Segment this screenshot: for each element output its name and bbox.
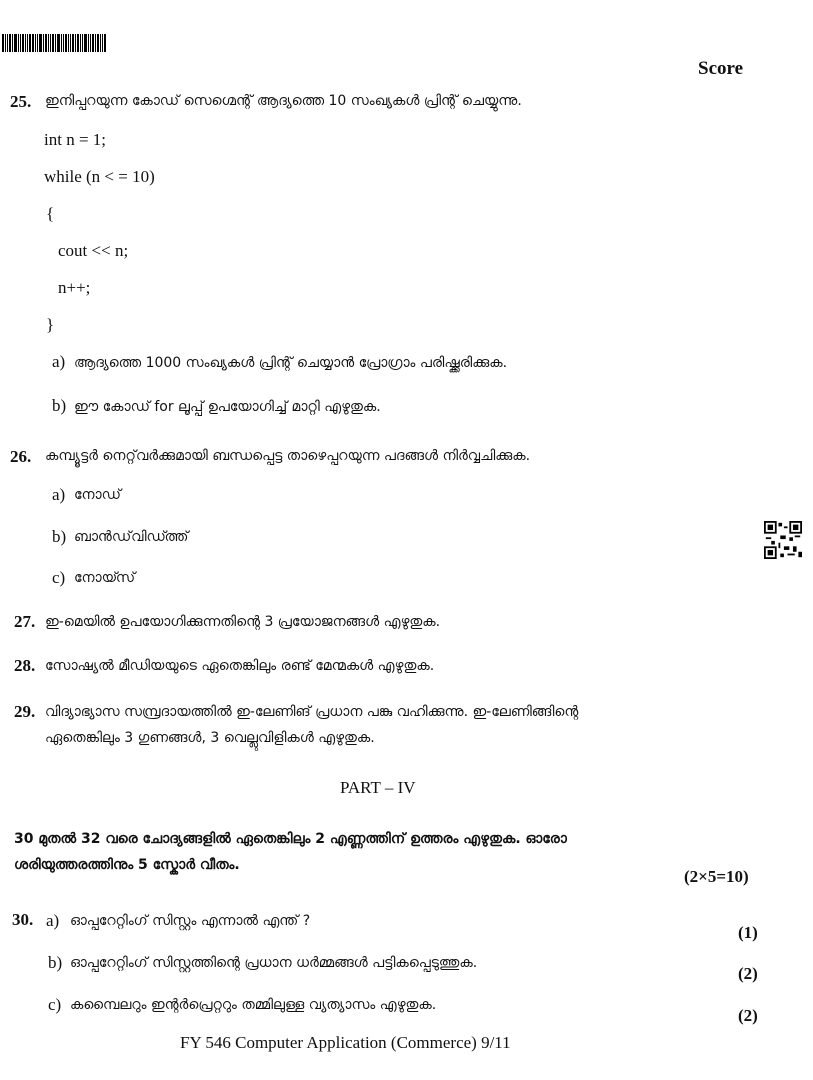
barcode-icon <box>2 34 120 52</box>
option-text-30b: ഓപ്പറേറ്റിംഗ് സിസ്റ്റത്തിന്റെ പ്രധാന ധർമ്മങ്ങൾ പട്ടികപ്പെടുത്തുക. <box>70 955 478 971</box>
option-text-26a: നോഡ് <box>74 487 121 503</box>
barcode-stripe <box>70 34 71 52</box>
question-25-text: ഇനിപ്പറയുന്ന കോഡ് സെഗ്മെന്റ് ആദ്യത്തെ 10 സംഖ്യകൾ പ്രിന്റ് ചെയ്യുന്നു. <box>45 93 522 109</box>
option-text-30a: ഓപ്പറേറ്റിംഗ് സിസ്റ്റം എന്നാൽ എന്ത് ? <box>70 913 311 929</box>
page-footer: FY 546 Computer Application (Commerce) 9/11 <box>180 1033 511 1052</box>
question-number-27: 27. <box>14 612 36 631</box>
option-label-30a: a) <box>46 911 60 930</box>
barcode-stripe <box>84 34 87 52</box>
barcode-stripe <box>7 34 8 52</box>
barcode-stripe <box>65 34 67 52</box>
part-title: PART – IV <box>340 778 416 797</box>
marks-30a: (1) <box>738 923 758 942</box>
barcode-stripe <box>32 34 34 52</box>
option-text-26b: ബാൻഡ്‌വിഡ്ത്ത് <box>74 529 189 545</box>
barcode-stripe <box>12 34 13 52</box>
option-label-25b: b) <box>52 396 67 415</box>
option-label-30c: c) <box>48 995 62 1014</box>
score-label: Score <box>698 58 744 79</box>
question-26-text: കമ്പ്യൂട്ടർ നെറ്റ്‌വർക്കുമായി ബന്ധപ്പെട്ട താഴെപ്പറയുന്ന പദങ്ങൾ നിർവ്വചിക്കുക. <box>45 448 531 464</box>
barcode-stripe <box>95 34 96 52</box>
barcode-stripe <box>20 34 21 52</box>
option-label-25a: a) <box>52 352 66 371</box>
code-line-6: } <box>46 315 55 334</box>
barcode-stripe <box>100 34 101 52</box>
barcode-stripe <box>55 34 56 52</box>
option-text-25b: ഈ കോഡ് for ലൂപ്പ് ഉപയോഗിച്ച് മാറ്റി എഴുതുക. <box>74 399 381 415</box>
barcode-stripe <box>35 34 36 52</box>
question-number-30: 30. <box>12 910 34 929</box>
barcode-stripe <box>68 34 69 52</box>
barcode-stripe <box>29 34 31 52</box>
barcode-stripe <box>102 34 103 52</box>
barcode-stripe <box>43 34 44 52</box>
code-line-2: while (n < = 10) <box>44 167 155 186</box>
barcode-stripe <box>75 34 76 52</box>
question-number-26: 26. <box>10 447 32 466</box>
question-29-text-line1: വിദ്യാഭ്യാസ സമ്പ്രദായത്തിൽ ഇ-ലേണിങ് പ്രധാന പങ്കു വഹിക്കുന്നു. ഇ-ലേണിങ്ങിന്റെ <box>45 704 579 720</box>
barcode-stripe <box>2 34 4 52</box>
qr-code-icon <box>764 521 802 559</box>
barcode-stripe <box>25 34 26 52</box>
barcode-stripe <box>22 34 24 52</box>
instructions-marks: (2×5=10) <box>684 867 749 886</box>
barcode-stripe <box>37 34 38 52</box>
barcode-stripe <box>5 34 6 52</box>
option-label-26b: b) <box>52 527 67 546</box>
barcode-stripe <box>104 34 106 52</box>
instructions-line2: ശരിയുത്തരത്തിനും 5 സ്കോർ വീതം. <box>14 857 240 873</box>
code-line-1: int n = 1; <box>44 130 107 149</box>
option-label-30b: b) <box>48 953 63 972</box>
barcode-stripe <box>50 34 51 52</box>
barcode-stripe <box>52 34 54 52</box>
barcode-stripe <box>97 34 99 52</box>
barcode-stripe <box>9 34 11 52</box>
barcode-stripe <box>72 34 74 52</box>
barcode-stripe <box>92 34 94 52</box>
barcode-stripe <box>14 34 17 52</box>
option-text-26c: നോയ്സ് <box>74 570 136 586</box>
barcode-stripe <box>27 34 28 52</box>
barcode-stripe <box>48 34 49 52</box>
question-number-28: 28. <box>14 656 36 675</box>
instructions-line1: 30 മുതൽ 32 വരെ ചോദ്യങ്ങളിൽ ഏതെങ്കിലും 2 എണ്ണത്തിന് ഉത്തരം എഴുതുക. ഓരോ <box>14 831 567 847</box>
barcode-stripe <box>57 34 60 52</box>
question-29-text-line2: ഏതെങ്കിലും 3 ഗുണങ്ങൾ, 3 വെല്ലുവിളികൾ എഴുതുക. <box>45 730 375 746</box>
code-line-3: { <box>46 204 55 223</box>
option-text-30c: കമ്പൈലറും ഇന്റർപ്രെറ്ററും തമ്മിലുള്ള വ്യത്യാസം എഴുതുക. <box>70 997 437 1013</box>
question-number-29: 29. <box>14 702 36 721</box>
barcode-stripe <box>63 34 64 52</box>
barcode-stripe <box>77 34 79 52</box>
option-text-25a: ആദ്യത്തെ 1000 സംഖ്യകൾ പ്രിന്റ് ചെയ്യാൻ പ്രോഗ്രാം പരിഷ്ക്കരിക്കുക. <box>74 355 508 371</box>
question-27-text: ഇ-മെയിൽ ഉപയോഗിക്കുന്നതിന്റെ 3 പ്രയോജനങ്ങൾ എഴുതുക. <box>45 614 441 630</box>
code-line-5: n++; <box>58 278 91 297</box>
barcode-stripe <box>45 34 47 52</box>
barcode-stripe <box>18 34 19 52</box>
barcode-stripe <box>61 34 62 52</box>
barcode-stripe <box>39 34 42 52</box>
option-label-26c: c) <box>52 568 66 587</box>
barcode-stripe <box>80 34 81 52</box>
question-28-text: സോഷ്യൽ മീഡിയയുടെ ഏതെങ്കിലും രണ്ട് മേന്മകൾ എഴുതുക. <box>45 658 435 674</box>
marks-30c: (2) <box>738 1006 758 1025</box>
marks-30b: (2) <box>738 964 758 983</box>
barcode-stripe <box>90 34 91 52</box>
code-line-4: cout << n; <box>58 241 129 260</box>
option-label-26a: a) <box>52 485 66 504</box>
barcode-stripe <box>88 34 89 52</box>
barcode-stripe <box>82 34 83 52</box>
question-number-25: 25. <box>10 92 32 111</box>
